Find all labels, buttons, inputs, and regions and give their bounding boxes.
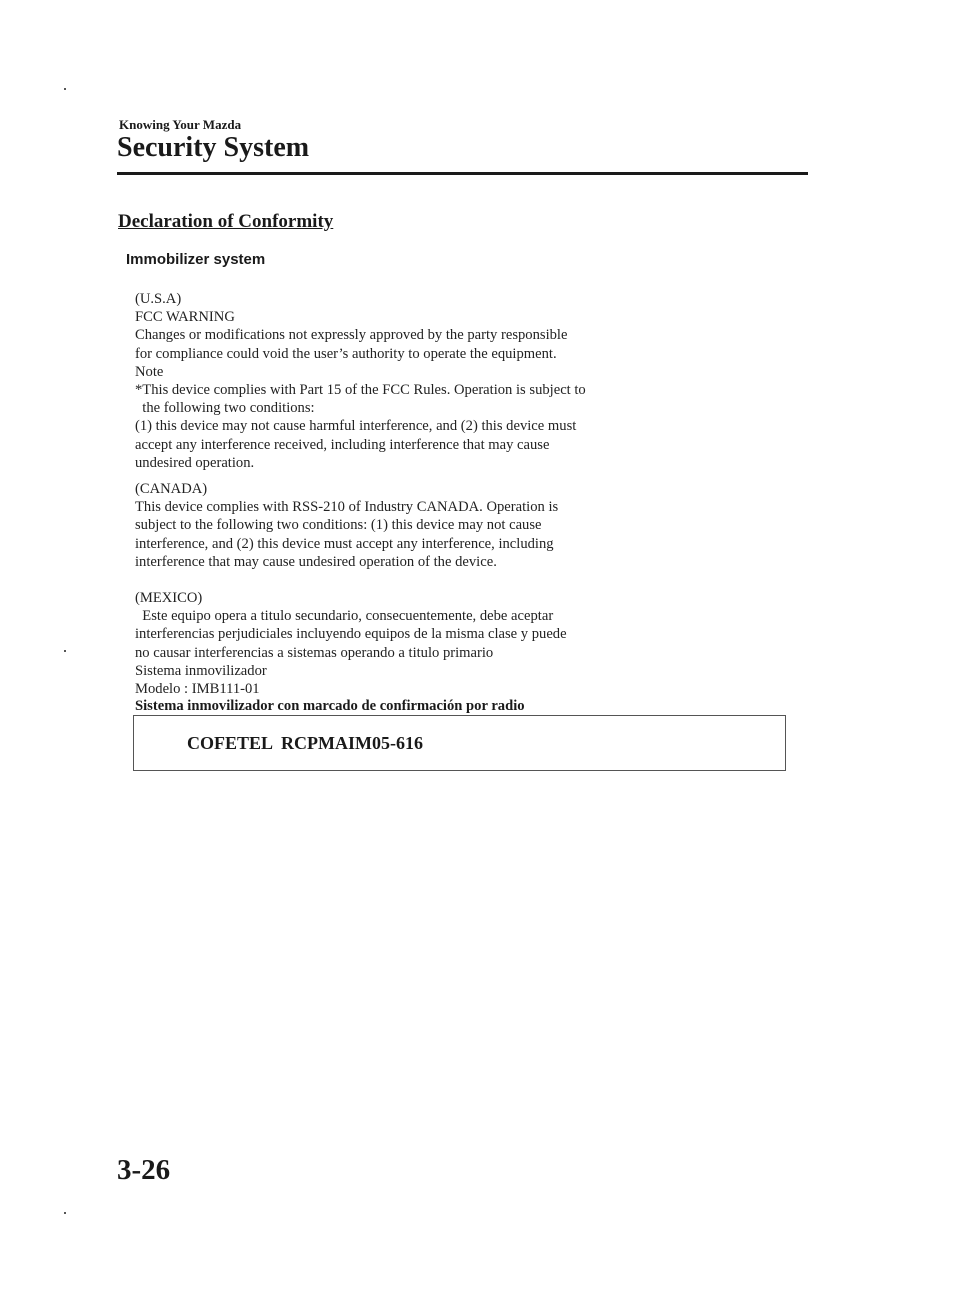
crop-mark: [64, 88, 66, 90]
section-label: Knowing Your Mazda: [119, 117, 242, 132]
system-model-info: Sistema inmovilizador Modelo : IMB111-01: [135, 663, 267, 698]
title-divider: [117, 172, 808, 175]
certification-box: [133, 715, 786, 771]
crop-mark: [64, 650, 66, 652]
page-title: Security System: [117, 132, 310, 163]
section-heading: Declaration of Conformity: [118, 211, 334, 232]
page-number: 3-26: [117, 1154, 171, 1186]
certification-number: COFETEL RCPMAIM05-616: [187, 733, 423, 753]
mexico-statement: (MEXICO) Este equipo opera a titulo secundario, consecuentemente, debe aceptar interferencias perjudiciales incluyendo equipos de la misma clase y puede no causar interferencias a sistemas operando a titulo primario: [135, 590, 567, 661]
usa-fcc-statement: (U.S.A) FCC WARNING Changes or modifications not expressly approved by the party responsible for compliance could void the user’s authority to operate the equipment. Note *This device complies with Part 15 of the FCC Rules. Operation is subject to the following two conditions: (1) this device may not cause harmful interference, and (2) this device must accept any interference received, including interference that may cause undesired operation.: [135, 291, 586, 471]
subsection-heading: Immobilizer system: [126, 251, 266, 268]
system-description: Sistema inmovilizador con marcado de confirmación por radio: [135, 698, 525, 714]
canada-statement: (CANADA) This device complies with RSS-210 of Industry CANADA. Operation is subject to the following two conditions: (1) this device may not cause interference, and (2) this device must accept any interference, including interference that may cause undesired operation of the device.: [135, 481, 559, 570]
crop-mark: [64, 1212, 66, 1214]
